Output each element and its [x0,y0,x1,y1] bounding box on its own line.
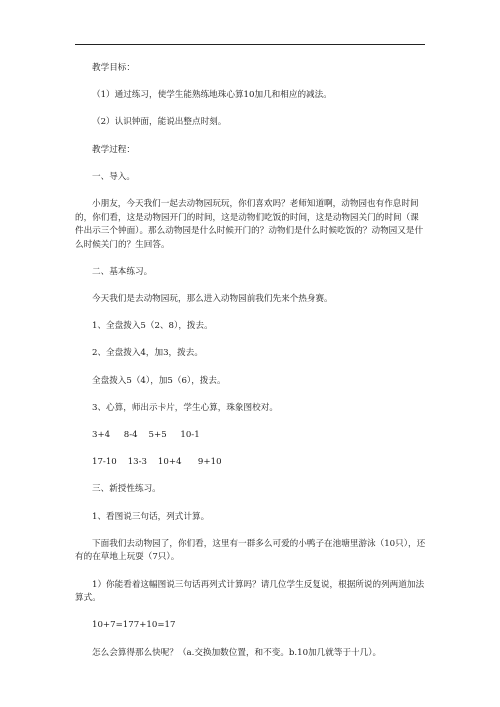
exercise-3: 3、心算，师出示卡片，学生心算，珠象图校对。 [92,402,278,413]
document-body [75,62,427,672]
section-heading-process: 教学过程： [92,144,135,155]
task-1: 1、看图说三句话，列式计算。 [92,511,210,522]
mental-math-row-1: 3+4 8-4 5+5 10-1 [92,430,200,441]
subheading-new-practice: 三、新授性练习。 [92,484,161,495]
exercise-2b: 全盘拨入5（4），加5（6），拨去。 [92,375,226,386]
exercise-1: 1、全盘拨入5（2、8），拨去。 [92,321,213,332]
objective-2: （2）认识钟面，能说出整点时刻。 [92,117,227,128]
closing-question: 怎么会算得那么快呢？（a.交换加数位置，和不变。b.10加几就等于十几）。 [92,647,382,658]
mental-math-row-2: 17-10 13-3 10+4 9+10 [92,457,222,468]
subheading-basic-practice: 二、基本练习。 [92,266,153,277]
ducks-paragraph: 下面我们去动物园了，你们看，这里有一群多么可爱的小鸭子在池塘里游泳（10只），还有的在草地上玩耍（7只）。 [75,538,426,563]
subheading-intro: 一、导入。 [92,171,135,182]
intro-paragraph: 小朋友，今天我们一起去动物园玩玩，你们喜欢吗？老师知道啊，动物园也有作息时间的，你们看，这是动物园开门的时间，这是动物们吃饭的时间，这是动物园关门的时间（课件出示三个钟面）。那么动物园是什么时候开门的？动物们是什么时候吃饭的？动物园又是什么时候关门的？生回答。 [75,198,424,250]
warmup-paragraph: 今天我们是去动物园玩，那么进入动物园前我们先来个热身赛。 [92,294,333,305]
exercise-2: 2、全盘拨入4，加3，拨去。 [92,348,203,359]
objective-1: （1）通过练习，使学生能熟练地珠心算10加几和相应的减法。 [92,90,332,101]
question-paragraph: 1）你能看着这幅图说三句话再列式计算吗？请几位学生反复说，根据所说的列两道加法算式。 [75,579,425,604]
section-heading-objectives: 教学目标： [92,63,135,73]
equation-line: 10+7=177+10=17 [92,620,176,631]
header-rule [75,44,425,45]
